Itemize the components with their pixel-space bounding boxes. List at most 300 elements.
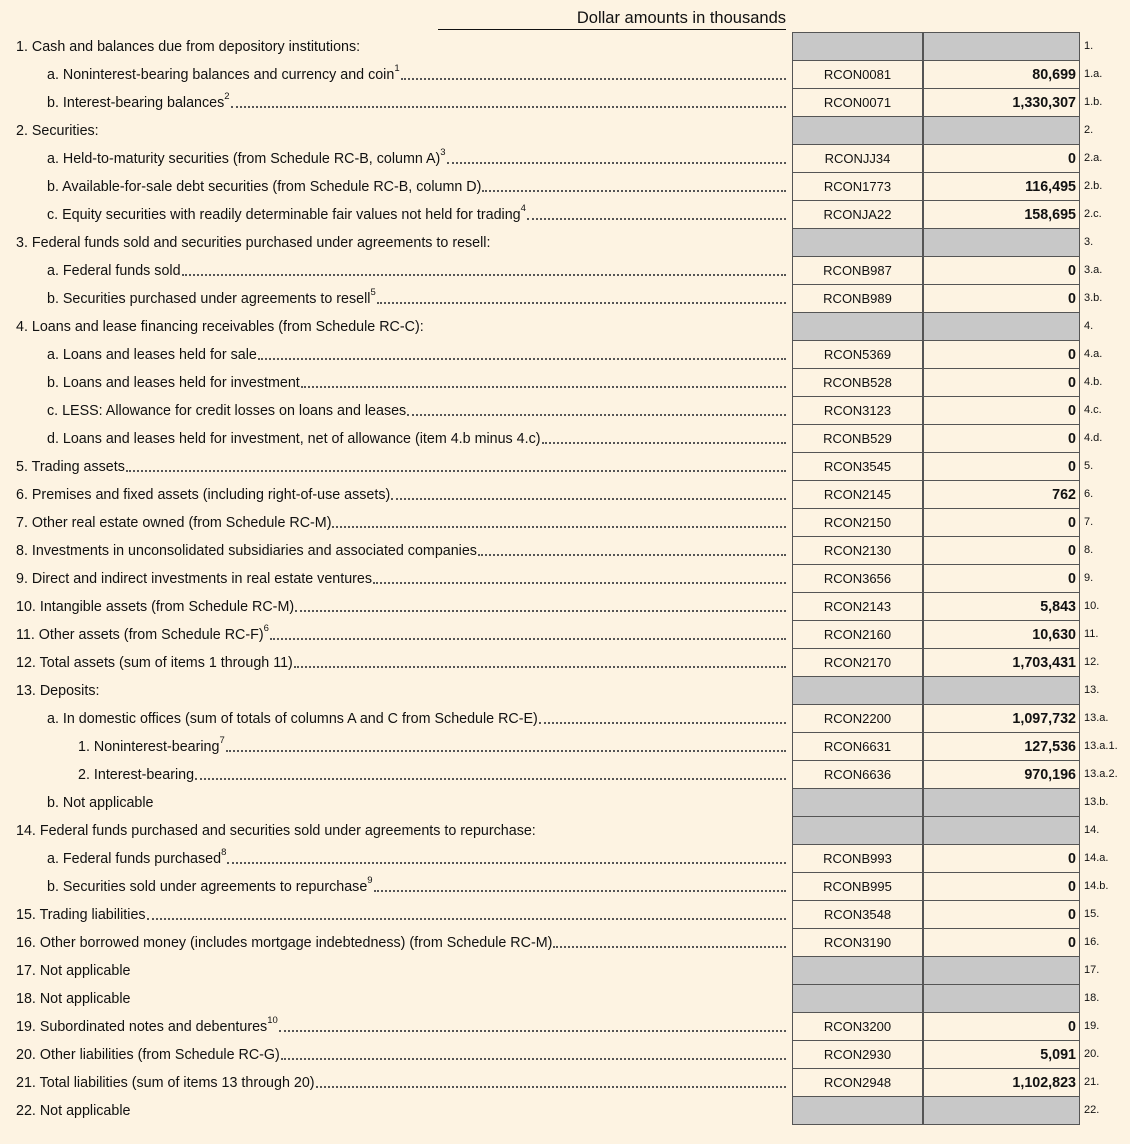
table-row [0,872,1130,900]
item-code-cell: RCONB987 [792,256,923,285]
leader-dots [147,917,786,920]
amount-cell: 0 [923,900,1080,929]
item-label [16,935,552,951]
item-code-cell: RCON0081 [792,60,923,89]
leader-dots [295,609,786,612]
item-description [16,620,786,648]
table-row [0,340,1130,368]
item-label [47,65,400,83]
item-number: 3.a. [1084,264,1103,276]
amount-cell [923,984,1080,1013]
item-code-cell: RCON3548 [792,900,923,929]
item-label-text: b. Available-for-sale debt securities (from Schedule RC-B, column D) [47,179,482,195]
footnote-marker: 5 [370,287,376,299]
item-label-text: 3. Federal funds sold and securities purchased under agreements to resell: [16,235,491,251]
item-description [47,368,786,396]
table-row [0,816,1130,844]
item-label-text: 15. Trading liabilities [16,907,146,923]
item-description [47,396,786,424]
item-description [16,536,786,564]
item-label [47,149,446,167]
item-number: 17. [1084,964,1100,976]
leader-dots [447,161,786,164]
item-description [47,704,786,732]
item-number: 3.b. [1084,292,1103,304]
item-code-cell [792,116,923,145]
item-code-cell [792,788,923,817]
amount-cell: 10,630 [923,620,1080,649]
item-number: 8. [1084,544,1094,556]
item-label-text: 2. Securities: [16,123,99,139]
table-row [0,200,1130,228]
item-label [47,289,376,307]
amount-cell: 0 [923,340,1080,369]
item-code-cell: RCON2143 [792,592,923,621]
leader-dots [195,777,786,780]
amount-cell: 158,695 [923,200,1080,229]
item-description [47,424,786,452]
leader-dots [231,105,786,108]
item-description [16,1068,786,1096]
leader-dots [332,525,786,528]
table-row [0,592,1130,620]
item-label [16,515,331,531]
item-label [47,431,541,447]
amount-cell: 0 [923,1012,1080,1041]
amount-cell: 0 [923,368,1080,397]
item-label-text: 14. Federal funds purchased and securities sold under agreements to repurchase: [16,823,536,839]
item-number: 19. [1084,1020,1100,1032]
table-row [0,1096,1130,1124]
item-label-text: 21. Total liabilities (sum of items 13 through 20) [16,1075,315,1091]
table-row [0,956,1130,984]
item-label-text: a. Noninterest-bearing balances and currency and coin [47,67,395,83]
item-code-cell: RCON2170 [792,648,923,677]
item-code-cell: RCON3656 [792,564,923,593]
item-label [16,319,424,335]
item-label [16,1017,278,1035]
leader-dots [482,189,786,192]
item-code-cell: RCON3200 [792,1012,923,1041]
leader-dots [407,413,786,416]
item-number: 4.c. [1084,404,1102,416]
item-code-cell: RCON1773 [792,172,923,201]
leader-dots [279,1029,786,1032]
item-label [78,737,225,755]
item-number: 4. [1084,320,1094,332]
item-number: 14.b. [1084,880,1109,892]
leader-dots [539,721,786,724]
item-code-cell: RCONB995 [792,872,923,901]
amount-cell: 0 [923,144,1080,173]
item-label-text: 4. Loans and lease financing receivables (from Schedule RC-C): [16,319,424,335]
item-number: 9. [1084,572,1094,584]
table-row [0,620,1130,648]
leader-dots [316,1085,786,1088]
footnote-marker: 6 [263,623,269,635]
item-description [47,88,786,116]
leader-dots [542,441,786,444]
item-description [16,312,786,340]
amount-cell: 0 [923,396,1080,425]
item-label-text: c. Equity securities with readily determinable fair values not held for trading [47,207,521,223]
item-label [16,1075,315,1091]
amount-cell: 0 [923,564,1080,593]
table-row [0,284,1130,312]
amount-cell: 1,097,732 [923,704,1080,733]
item-number: 11. [1084,628,1099,640]
table-row [0,172,1130,200]
item-code-cell [792,984,923,1013]
amount-cell: 116,495 [923,172,1080,201]
table-row [0,984,1130,1012]
amount-cell: 0 [923,872,1080,901]
table-row [0,760,1130,788]
leader-dots [258,357,786,360]
item-label-text: 8. Investments in unconsolidated subsidiaries and associated companies [16,543,477,559]
item-code-cell [792,816,923,845]
item-number: 12. [1084,656,1100,668]
table-row [0,228,1130,256]
footnote-marker: 1 [394,63,400,75]
leader-dots [301,385,786,388]
report-header [0,0,786,30]
item-label [16,543,477,559]
item-description [78,760,786,788]
item-description [47,60,786,88]
item-label-text: 1. Noninterest-bearing [78,739,220,755]
item-description [16,956,786,984]
item-label-text: a. Federal funds sold [47,263,181,279]
item-label [16,39,360,55]
item-code-cell: RCON6636 [792,760,923,789]
table-row [0,900,1130,928]
item-label [16,963,130,979]
item-code-cell [792,956,923,985]
item-label [16,571,372,587]
item-description [16,928,786,956]
footnote-marker: 10 [267,1015,278,1027]
item-label [16,235,490,251]
item-number: 14.a. [1084,852,1109,864]
item-label [16,991,130,1007]
item-label-text: a. Loans and leases held for sale [47,347,257,363]
item-label-text: 10. Intangible assets (from Schedule RC-M) [16,599,295,615]
amount-cell [923,32,1080,61]
amount-cell: 970,196 [923,760,1080,789]
item-label [47,849,226,867]
item-label-text: 18. Not applicable [16,991,131,1007]
leader-dots [227,861,786,864]
item-code-cell [792,676,923,705]
amount-cell: 0 [923,536,1080,565]
amount-cell: 1,102,823 [923,1068,1080,1097]
leader-dots [226,749,786,752]
item-number: 4.a. [1084,348,1103,360]
leader-dots [126,469,786,472]
amount-cell: 0 [923,452,1080,481]
item-code-cell: RCON3190 [792,928,923,957]
item-label-text: 22. Not applicable [16,1103,131,1119]
item-code-cell: RCONJJ34 [792,144,923,173]
item-label-text: 9. Direct and indirect investments in real estate ventures [16,571,373,587]
table-row [0,144,1130,172]
leader-dots [377,301,786,304]
item-description [47,340,786,368]
footnote-marker: 9 [367,875,373,887]
item-label [47,375,300,391]
table-row [0,1040,1130,1068]
item-label [16,123,99,139]
item-number: 13.b. [1084,796,1109,808]
item-code-cell [792,1096,923,1125]
item-description [16,508,786,536]
item-code-cell: RCON2160 [792,620,923,649]
table-row [0,452,1130,480]
item-number: 15. [1084,908,1100,920]
item-code-cell: RCON2150 [792,508,923,537]
table-row [0,844,1130,872]
item-label-text: 20. Other liabilities (from Schedule RC-G) [16,1047,280,1063]
amount-cell [923,676,1080,705]
item-label [78,767,194,783]
item-label [47,347,257,363]
item-label-text: 17. Not applicable [16,963,131,979]
amount-cell [923,1096,1080,1125]
item-description [16,648,786,676]
item-label [16,823,536,839]
amount-cell [923,788,1080,817]
table-row [0,508,1130,536]
item-label [16,1047,280,1063]
item-description [16,984,786,1012]
item-number: 10. [1084,600,1100,612]
item-code-cell: RCONB993 [792,844,923,873]
item-label [47,877,373,895]
item-label [16,599,294,615]
leader-dots [374,889,786,892]
item-label [47,711,538,727]
item-label [16,625,269,643]
item-description [16,228,786,256]
item-label [16,459,125,475]
item-label [16,1103,130,1119]
item-label-text: b. Interest-bearing balances [47,95,225,111]
table-row [0,564,1130,592]
item-number: 13. [1084,684,1100,696]
item-label-text: b. Securities purchased under agreements to resell [47,291,371,307]
leader-dots [281,1057,786,1060]
footnote-marker: 4 [520,203,526,215]
item-description [16,564,786,592]
item-label-text: 16. Other borrowed money (includes mortgage indebtedness) (from Schedule RC-M) [16,935,553,951]
table-row [0,676,1130,704]
item-label-text: a. In domestic offices (sum of totals of columns A and C from Schedule RC-E) [47,711,538,727]
item-number: 2.c. [1084,208,1102,220]
table-row [0,1012,1130,1040]
item-label [16,683,99,699]
table-row [0,424,1130,452]
item-number: 13.a. [1084,712,1109,724]
item-label [47,179,481,195]
item-description [47,284,786,312]
item-description [47,256,786,284]
item-number: 4.b. [1084,376,1103,388]
amount-cell: 0 [923,256,1080,285]
item-label [47,263,181,279]
table-row [0,788,1130,816]
item-code-cell: RCON3545 [792,452,923,481]
amount-cell: 1,330,307 [923,88,1080,117]
item-number: 4.d. [1084,432,1103,444]
item-label [16,655,293,671]
item-number: 7. [1084,516,1094,528]
item-label-text: 19. Subordinated notes and debentures [16,1019,268,1035]
item-code-cell [792,312,923,341]
amount-cell: 762 [923,480,1080,509]
item-number: 20. [1084,1048,1100,1060]
table-row [0,480,1130,508]
leader-dots [401,77,786,80]
table-row [0,60,1130,88]
item-code-cell: RCON2930 [792,1040,923,1069]
item-number: 1.a. [1084,68,1103,80]
item-description [16,452,786,480]
item-label-text: d. Loans and leases held for investment, net of allowance (item 4.b minus 4.c) [47,431,541,447]
item-description [16,676,786,704]
leader-dots [373,581,786,584]
amount-cell [923,228,1080,257]
item-number: 2.b. [1084,180,1103,192]
leader-dots [182,273,786,276]
item-number: 2.a. [1084,152,1103,164]
amount-cell: 0 [923,844,1080,873]
item-label [16,907,146,923]
item-code-cell: RCONB528 [792,368,923,397]
leader-dots [527,217,786,220]
item-number: 2. [1084,124,1094,136]
item-label-text: 12. Total assets (sum of items 1 through 11) [16,655,293,671]
table-row [0,32,1130,60]
table-row [0,312,1130,340]
item-label-text: 6. Premises and fixed assets (including right-of-use assets) [16,487,391,503]
item-label [16,487,390,503]
balance-sheet-table [0,32,1130,1124]
item-label-text: 11. Other assets (from Schedule RC-F) [16,627,264,643]
item-label-text: b. Loans and leases held for investment [47,375,300,391]
item-code-cell: RCON5369 [792,340,923,369]
item-description [47,172,786,200]
item-code-cell [792,32,923,61]
item-label [47,205,526,223]
item-label-text: 13. Deposits: [16,683,100,699]
item-label-text: 2. Interest-bearing [78,767,195,783]
item-description [16,1012,786,1040]
item-label [47,795,154,811]
item-description [78,732,786,760]
item-description [16,900,786,928]
leader-dots [294,665,786,668]
item-description [47,144,786,172]
item-description [16,1040,786,1068]
amount-cell: 0 [923,284,1080,313]
item-number: 14. [1084,824,1100,836]
units-caption: Dollar amounts in thousands [576,9,786,27]
item-number: 22. [1084,1104,1100,1116]
amount-cell: 0 [923,424,1080,453]
table-row [0,396,1130,424]
item-label-text: b. Not applicable [47,795,154,811]
amount-cell: 0 [923,508,1080,537]
leader-dots [391,497,786,500]
item-number: 1.b. [1084,96,1103,108]
item-code-cell: RCONJA22 [792,200,923,229]
item-code-cell: RCON0071 [792,88,923,117]
item-label-text: c. LESS: Allowance for credit losses on loans and leases [47,403,407,419]
item-code-cell: RCON6631 [792,732,923,761]
footnote-marker: 7 [219,735,225,747]
leader-dots [553,945,786,948]
amount-cell: 80,699 [923,60,1080,89]
item-label-text: 1. Cash and balances due from depository institutions: [16,39,361,55]
item-number: 1. [1084,40,1094,52]
amount-cell: 5,091 [923,1040,1080,1069]
item-label-text: 7. Other real estate owned (from Schedule RC-M) [16,515,332,531]
item-number: 6. [1084,488,1094,500]
item-code-cell: RCON2948 [792,1068,923,1097]
table-row [0,648,1130,676]
amount-cell: 127,536 [923,732,1080,761]
item-number: 3. [1084,236,1094,248]
item-description [16,1096,786,1124]
item-label [47,93,230,111]
item-code-cell: RCON2130 [792,536,923,565]
item-label-text: a. Held-to-maturity securities (from Schedule RC-B, column A) [47,151,441,167]
table-row [0,732,1130,760]
amount-cell [923,116,1080,145]
amount-cell: 0 [923,928,1080,957]
table-row [0,368,1130,396]
table-row [0,1068,1130,1096]
header-rule [438,29,786,30]
item-description [47,844,786,872]
footnote-marker: 8 [221,847,227,859]
amount-cell: 5,843 [923,592,1080,621]
item-description [16,480,786,508]
amount-cell [923,816,1080,845]
item-number: 18. [1084,992,1100,1004]
item-description [16,32,786,60]
item-code-cell: RCON2200 [792,704,923,733]
table-row [0,88,1130,116]
table-row [0,536,1130,564]
item-label-text: b. Securities sold under agreements to repurchase [47,879,368,895]
item-label [47,403,406,419]
item-code-cell: RCON2145 [792,480,923,509]
footnote-marker: 3 [440,147,446,159]
item-code-cell: RCONB989 [792,284,923,313]
table-row [0,116,1130,144]
item-description [47,872,786,900]
item-label-text: a. Federal funds purchased [47,851,222,867]
table-row [0,704,1130,732]
leader-dots [478,553,786,556]
item-number: 13.a.2. [1084,768,1118,780]
table-row [0,928,1130,956]
amount-cell [923,956,1080,985]
table-row [0,256,1130,284]
item-code-cell: RCONB529 [792,424,923,453]
